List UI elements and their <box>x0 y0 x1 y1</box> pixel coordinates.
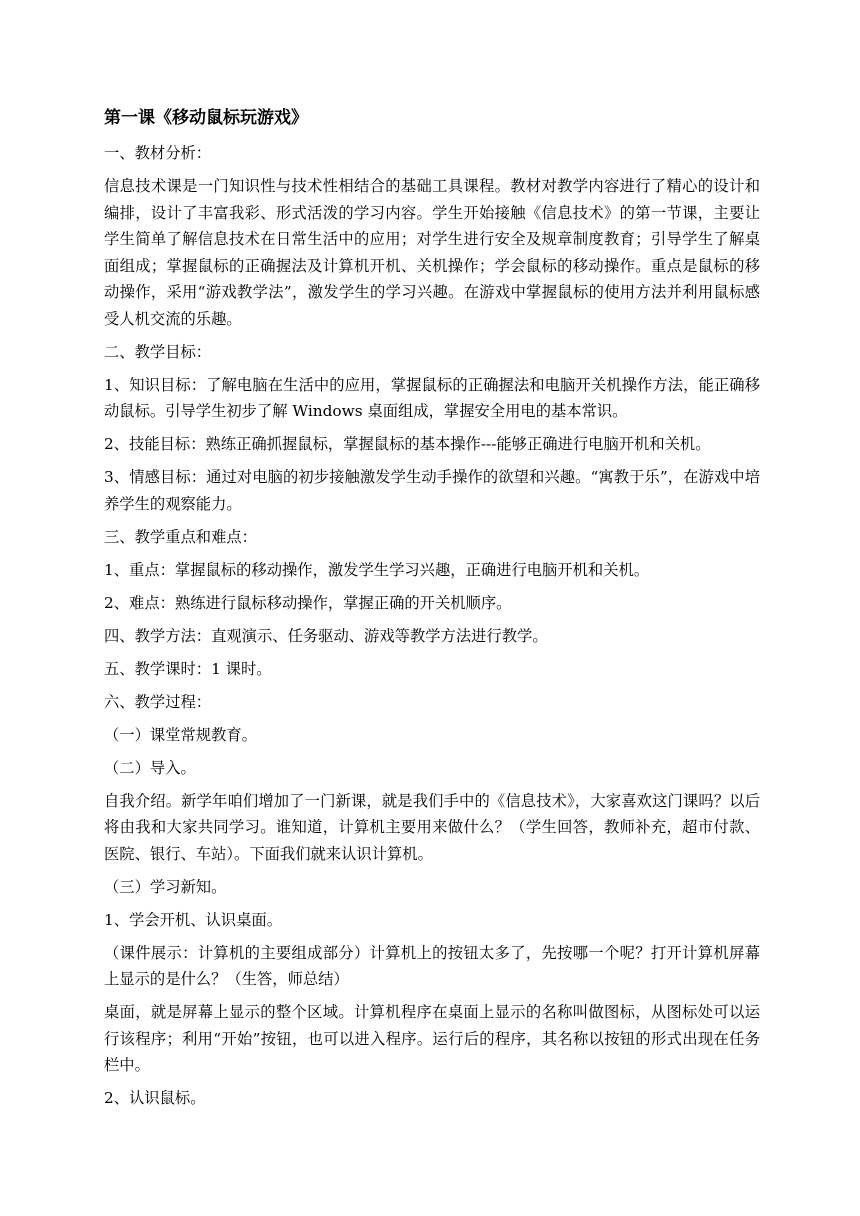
item-power-on-desktop: 1、学会开机、认识桌面。 <box>104 910 282 929</box>
paragraph-knowledge-goal: 1、知识目标：了解电脑在生活中的应用，掌握鼠标的正确握法和电脑开关机操作方法，能正确移动鼠标。引导学生初步了解 Windows 桌面组成，掌握安全用电的基本常识。 <box>104 375 760 420</box>
paragraph-difficulty: 2、难点：熟练进行鼠标移动操作，掌握正确的开关机顺序。 <box>104 593 512 612</box>
heading-teaching-goals: 二、教学目标： <box>104 342 212 361</box>
paragraph-self-introduction: 自我介绍。新学年咱们增加了一门新课，就是我们手中的《信息技术》，大家喜欢这门课吗？以后将由我和大家共同学习。谁知道，计算机主要用来做什么？（学生回答，教师补充，超市付款、医院、银行、车站）。下面我们就来认识计算机。 <box>104 791 760 863</box>
heading-teaching-process: 六、教学过程： <box>104 692 212 711</box>
paragraph-emotion-goal: 3、情感目标：通过对电脑的初步接触激发学生动手操作的欲望和兴趣。“寓教于乐”，在游戏中培养学生的观察能力。 <box>104 468 760 513</box>
item-know-mouse: 2、认识鼠标。 <box>104 1089 206 1107</box>
document-title: 第一课《移动鼠标玩游戏》 <box>104 108 308 128</box>
paragraph-textbook-analysis: 信息技术课是一门知识性与技术性相结合的基础工具课程。教材对教学内容进行了精心的设计和编排，设计了丰富我彩、形式活泼的学习内容。学生开始接触《信息技术》的第一节课，主要让学生简单了解信息技术在日常生活中的应用；对学生进行安全及规章制度教育；引导学生了解桌面组成；掌握鼠标的正确握法及计算机开机、关机操作；学会鼠标的移动操作。重点是鼠标的移动操作，采用“游戏教学法”，激发学生的学习兴趣。在游戏中掌握鼠标的使用方法并利用鼠标感受人机交流的乐趣。 <box>104 177 760 328</box>
document-page <box>104 106 760 1118</box>
heading-key-points: 三、教学重点和难点： <box>104 527 257 546</box>
paragraph-skill-goal: 2、技能目标：熟练正确抓握鼠标，掌握鼠标的基本操作---能够正确进行电脑开机和关机。 <box>104 435 711 453</box>
paragraph-key-point: 1、重点：掌握鼠标的移动操作，激发学生学习兴趣，正确进行电脑开机和关机。 <box>104 560 650 579</box>
paragraph-class-hours: 五、教学课时：1 课时。 <box>104 659 272 678</box>
paragraph-desktop-definition: 桌面，就是屏幕上显示的整个区域。计算机程序在桌面上显示的名称叫做图标，从图标处可以运行该程序；利用“开始”按钮，也可以进入程序。运行后的程序，其名称以按钮的形式出现在任务栏中。 <box>104 1003 760 1074</box>
subheading-classroom-routine: （一）课堂常规教育。 <box>104 725 257 744</box>
paragraph-teaching-method: 四、教学方法：直观演示、任务驱动、游戏等教学方法进行教学。 <box>104 626 548 645</box>
paragraph-courseware-display: （课件展示：计算机的主要组成部分）计算机上的按钮太多了，先按哪一个呢？打开计算机屏幕上显示的是什么？（生答，师总结） <box>104 943 760 988</box>
subheading-introduction: （二）导入。 <box>104 758 196 777</box>
heading-textbook-analysis: 一、教材分析： <box>104 144 212 162</box>
subheading-new-knowledge: （三）学习新知。 <box>104 877 227 896</box>
